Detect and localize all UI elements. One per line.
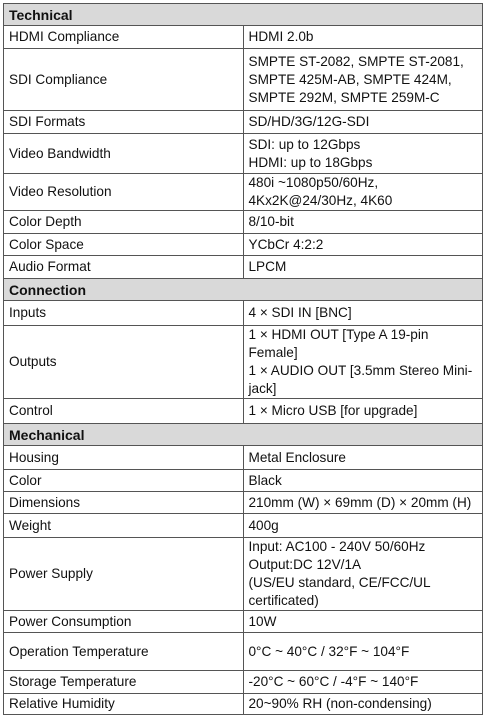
section-title: Connection	[4, 279, 483, 301]
spec-value	[243, 492, 483, 514]
spec-row-control	[4, 399, 483, 424]
spec-label: Inputs	[4, 301, 244, 326]
section-title: Mechanical	[4, 424, 483, 446]
spec-value	[243, 134, 483, 174]
spec-row-power-supply	[4, 538, 483, 611]
spec-label: Weight	[4, 514, 244, 538]
section-header-connection	[4, 279, 483, 301]
spec-value-line: Black	[248, 472, 282, 488]
spec-value	[243, 174, 483, 211]
spec-label: Power Supply	[4, 538, 244, 611]
spec-value-line: 10W	[248, 613, 277, 629]
spec-row-sdi-formats	[4, 111, 483, 134]
spec-value	[243, 211, 483, 234]
spec-row-video-resolution	[4, 174, 483, 211]
spec-label: HDMI Compliance	[4, 26, 244, 49]
spec-row-dimensions	[4, 492, 483, 514]
spec-row-color	[4, 470, 483, 492]
spec-value-line: 480i ~1080p50/60Hz, 4Kx2K@24/30Hz, 4K60	[248, 175, 393, 208]
spec-value-line: SMPTE ST-2082, SMPTE ST-2081,	[248, 53, 464, 69]
spec-label: Outputs	[4, 326, 244, 399]
spec-label: SDI Compliance	[4, 49, 244, 111]
spec-value-line: SDI: up to 12Gbps	[248, 136, 361, 152]
spec-label: Audio Format	[4, 256, 244, 279]
spec-label: Power Consumption	[4, 611, 244, 633]
spec-value-line: 1 × Micro USB [for upgrade]	[248, 403, 418, 418]
spec-row-video-bandwidth	[4, 134, 483, 174]
section-header-mechanical	[4, 424, 483, 446]
spec-value-line: 4 × SDI IN [BNC]	[248, 305, 352, 320]
spec-value	[243, 671, 483, 694]
spec-value-line: 210mm (W) × 69mm (D) × 20mm (H)	[248, 494, 472, 510]
spec-row-power-consumption	[4, 611, 483, 633]
spec-row-weight	[4, 514, 483, 538]
spec-value-line: YCbCr 4:2:2	[248, 236, 324, 252]
spec-label: Operation Temperature	[4, 633, 244, 671]
spec-row-audio-format	[4, 256, 483, 279]
spec-row-sdi-compliance	[4, 49, 483, 111]
spec-label: Color	[4, 470, 244, 492]
spec-row-color-space	[4, 234, 483, 256]
spec-label: Color Depth	[4, 211, 244, 234]
spec-value	[243, 694, 483, 715]
spec-value	[243, 301, 483, 326]
spec-value-line: 0°C ~ 40°C / 32°F ~ 104°F	[248, 643, 410, 659]
spec-value-line: (US/EU standard, CE/FCC/UL certificated)	[248, 575, 431, 608]
spec-value	[243, 111, 483, 134]
spec-label: Control	[4, 399, 244, 424]
spec-label: Housing	[4, 446, 244, 470]
spec-label: Video Bandwidth	[4, 134, 244, 174]
spec-table	[3, 3, 483, 715]
spec-value-line: Input: AC100 - 240V 50/60Hz	[248, 539, 426, 554]
spec-label: Video Resolution	[4, 174, 244, 211]
spec-value-line: 8/10-bit	[248, 214, 294, 229]
spec-value-line: SD/HD/3G/12G-SDI	[248, 114, 370, 129]
spec-label: Dimensions	[4, 492, 244, 514]
spec-label: Storage Temperature	[4, 671, 244, 694]
spec-value-line: -20°C ~ 60°C / -4°F ~ 140°F	[248, 674, 419, 689]
section-title: Technical	[4, 4, 483, 26]
spec-value	[243, 399, 483, 424]
spec-value-line: SMPTE 292M, SMPTE 259M-C	[248, 89, 440, 105]
spec-value	[243, 470, 483, 492]
spec-row-inputs	[4, 301, 483, 326]
spec-value-line: SMPTE 425M-AB, SMPTE 424M,	[248, 71, 452, 87]
spec-row-hdmi-compliance	[4, 26, 483, 49]
spec-value	[243, 611, 483, 633]
spec-value	[243, 26, 483, 49]
spec-label: Relative Humidity	[4, 694, 244, 715]
spec-value-line: LPCM	[248, 259, 287, 274]
spec-value-line: 400g	[248, 517, 279, 533]
spec-value-line: 1 × HDMI OUT [Type A 19-pin Female]	[248, 327, 429, 360]
spec-row-outputs	[4, 326, 483, 399]
spec-value-line: Output:DC 12V/1A	[248, 557, 362, 572]
spec-value-line: HDMI: up to 18Gbps	[248, 154, 373, 170]
spec-value-line: 20~90% RH (non-condensing)	[248, 696, 432, 711]
spec-value	[243, 538, 483, 611]
spec-value-line: 1 × AUDIO OUT [3.5mm Stereo Mini-jack]	[248, 363, 473, 396]
spec-value-line: HDMI 2.0b	[248, 29, 314, 44]
spec-value	[243, 326, 483, 399]
spec-value	[243, 514, 483, 538]
spec-value	[243, 256, 483, 279]
spec-row-relative-humidity	[4, 694, 483, 715]
section-header-technical	[4, 4, 483, 26]
spec-row-color-depth	[4, 211, 483, 234]
spec-value	[243, 49, 483, 111]
spec-row-housing	[4, 446, 483, 470]
spec-value	[243, 446, 483, 470]
spec-value-line: Metal Enclosure	[248, 449, 346, 465]
spec-value	[243, 234, 483, 256]
spec-row-storage-temperature	[4, 671, 483, 694]
spec-label: SDI Formats	[4, 111, 244, 134]
spec-label: Color Space	[4, 234, 244, 256]
